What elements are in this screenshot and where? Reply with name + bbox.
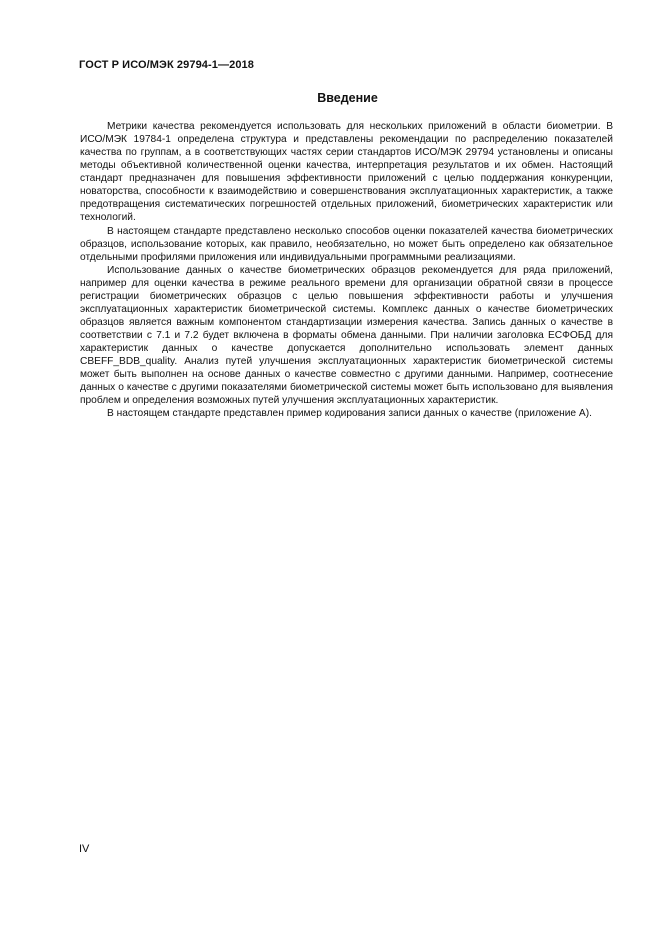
paragraph: Использование данных о качестве биометрических образцов рекомендуется для ряда приложений, например для оценки качества в режиме реального времени для организации обратной связи в процессе регистрации биометрических образцов с целью повышения эффективности работы и улучшения эксплуатационных характеристик биометрической системы. Комплекс данных о качестве биометрических образцов является важным компонентом стандартизации измерения качества. Запись данных о качестве в соответствии с 7.1 и 7.2 будет включена в форматы обмена данными. При наличии заголовка ЕСФОБД для характеристик данных о качестве допускается дополнительно использовать элемент данных CBEFF_BDB_quality. Анализ путей улучшения эксплуатационных характеристик биометрической системы может быть выполнен на основе данных о качестве совместно с другими данными. Например, соотнесение данных о качестве с другими показателями биометрической системы может быть использовано для выявления проблем и определения возможных путей улучшения эксплуатационных характеристик. — [80, 264, 613, 407]
section-title: Введение — [317, 91, 378, 105]
paragraph: Метрики качества рекомендуется использовать для нескольких приложений в области биометрии. В ИСО/МЭК 19784-1 определена структура и представлены рекомендации по распределению показателей качества по группам, а в соответствующих частях серии стандартов ИСО/МЭК 29794 установлены и описаны методы объективной количественной оценки качества, интерпретация результатов и их обмен. Настоящий стандарт предназначен для повышения эффективности приложений с целью поддержания конкуренции, новаторства, способности к взаимодействию и совершенствования эксплуатационных характеристик, а также предотвращения систематических погрешностей отдельных приложений, биометрических характеристик или технологий. — [80, 121, 613, 224]
paragraph: В настоящем стандарте представлено несколько способов оценки показателей качества биометрических образцов, использование которых, как правило, необязательно, но может быть определено как обязательное отдельными профилями приложения или индивидуальными программными реализациями. — [80, 225, 613, 263]
page-number: IV — [79, 843, 90, 855]
paragraph: В настоящем стандарте представлен пример кодирования записи данных о качестве (приложение А). — [107, 408, 592, 420]
introduction-body — [80, 120, 613, 420]
standard-id-header: ГОСТ Р ИСО/МЭК 29794-1—2018 — [79, 59, 254, 71]
